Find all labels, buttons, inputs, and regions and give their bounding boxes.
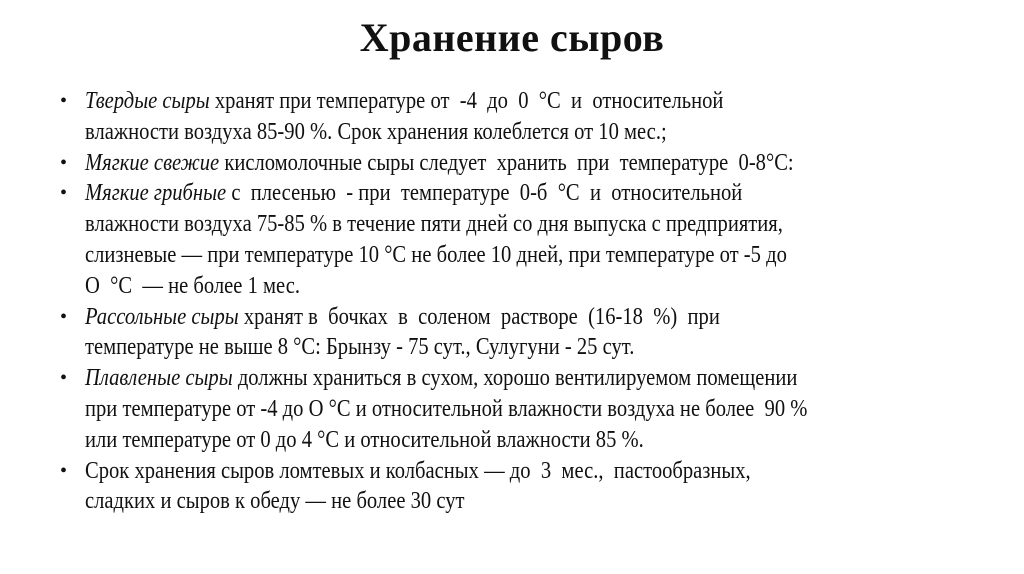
slide-title: Хранение сыров <box>359 15 665 60</box>
line-text: или температуре от 0 до 4 °С и относительной влажности 85 %. <box>85 425 644 453</box>
bullet-text <box>85 425 644 456</box>
line-text: должны храниться в сухом, хорошо вентилируемом помещении <box>232 364 798 392</box>
cheese-type-label: Плавленые сыры <box>85 364 233 392</box>
bullet-text <box>85 209 783 240</box>
bullet-icon: • <box>60 90 68 112</box>
line-text: хранят в бочках в соленом растворе (16-18 %) при <box>238 302 720 330</box>
bullet-text <box>85 486 464 517</box>
cheese-type-label: Мягкие грибные <box>85 179 227 207</box>
line-text: при температуре от -4 до О °С и относительной влажности воздуха не более 90 % <box>85 394 808 422</box>
cheese-type-label: Мягкие свежие <box>85 148 220 176</box>
line-text: О °С — не более 1 мес. <box>85 271 300 299</box>
bullet-text <box>85 148 794 179</box>
bullet-icon: • <box>60 182 68 205</box>
line-text: температуре не выше 8 °С: Брынзу - 75 сут., Сулугуни - 25 сут. <box>85 333 635 361</box>
bullet-text <box>85 240 787 271</box>
bullet-text <box>85 332 634 363</box>
bullet-icon: • <box>60 151 68 174</box>
line-text: слизневые — при температуре 10 °С не более 10 дней, при температуре от -5 до <box>85 240 787 268</box>
line-text: влажности воздуха 85-90 %. Срок хранения колеблется от 10 мес.; <box>85 117 667 145</box>
bullet-text <box>85 394 807 425</box>
bullet-icon: • <box>60 459 68 482</box>
line-text: с плесенью - при температуре 0-б °С и относительной <box>226 179 743 207</box>
bullet-icon: • <box>60 305 68 328</box>
line-text: Срок хранения сыров ломтевых и колбасных — до 3 мес., пастообразных, <box>85 456 751 484</box>
bullet-text <box>85 456 751 487</box>
bullet-text <box>85 117 667 148</box>
bullet-text <box>85 363 797 394</box>
line-text: кисломолочные сыры следует хранить при температуре 0-8°С: <box>219 148 794 176</box>
cheese-type-label: Твердые сыры <box>85 87 210 114</box>
line-text: влажности воздуха 75-85 % в течение пяти дней со дня выпуска с предприятия, <box>85 210 783 238</box>
bullet-text <box>85 302 720 333</box>
bullet-text <box>85 86 723 117</box>
line-text: хранят при температуре от -4 до 0 °С и относительной <box>209 87 724 114</box>
bullet-icon: • <box>60 367 68 390</box>
line-text: сладких и сыров к обеду — не более 30 сут <box>85 487 465 515</box>
cheese-type-label: Рассольные сыры <box>85 302 239 330</box>
bullet-text <box>85 178 742 209</box>
bullet-text <box>85 271 300 302</box>
